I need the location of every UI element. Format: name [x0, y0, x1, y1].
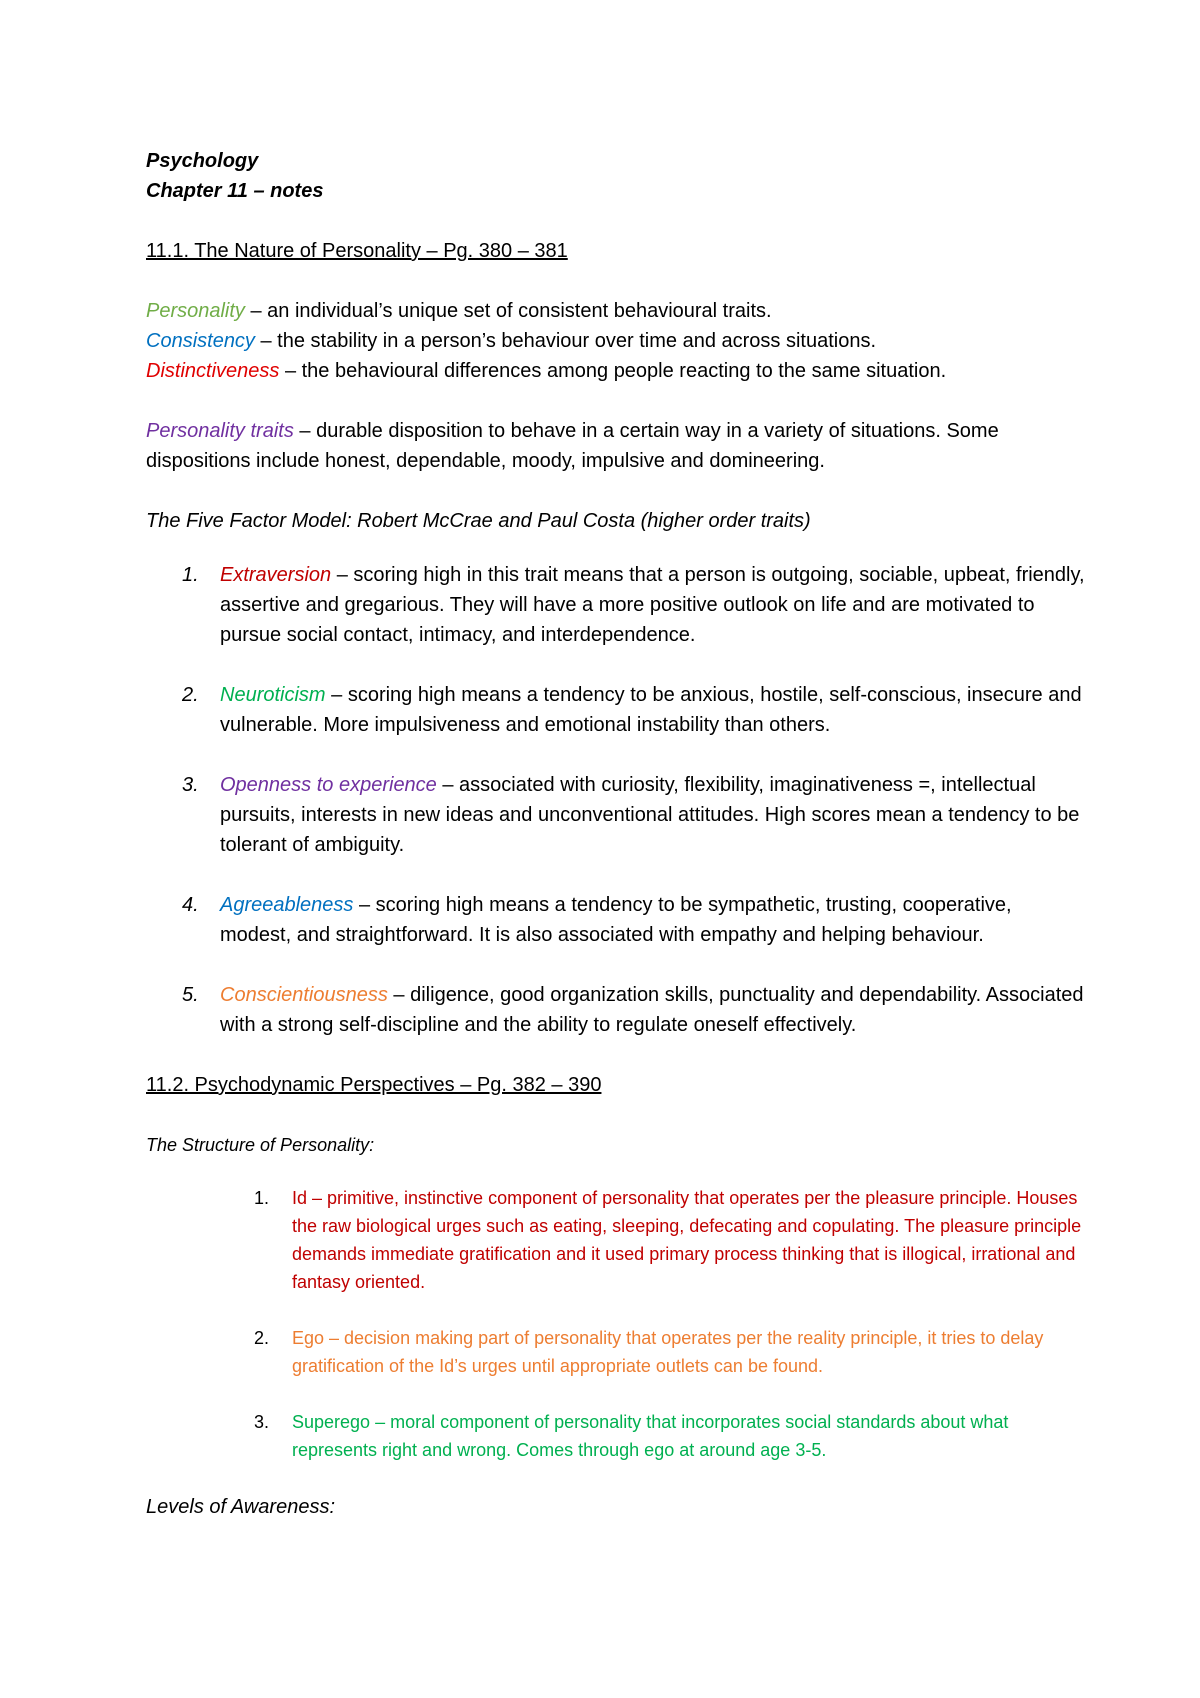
definition-personality: [146, 296, 1086, 326]
structure-list: [146, 1184, 1086, 1464]
factor-text: – scoring high in this trait means that a person is outgoing, sociable, upbeat, friendly, assertive and gregarious. They will have a more positive outlook on life and are motivated to pursue social contact, intimacy, and interdependence.: [220, 564, 1085, 646]
structure-text: Ego – decision making part of personality that operates per the reality principle, it tries to delay gratification of the Id’s urges until appropriate outlets can be found.: [292, 1328, 1044, 1376]
list-number: 1.: [182, 564, 199, 586]
structure-text: Id – primitive, instinctive component of personality that operates per the pleasure principle. Houses the raw biological urges such as eating, sleeping, defecating and copulating. The pleasure principle demands immediate gratification and it used primary process thinking that is illogical, irrational and fantasy oriented.: [292, 1188, 1082, 1292]
definition-distinctiveness: [146, 356, 1086, 386]
list-item: [146, 770, 1086, 860]
section-heading-11-1: 11.1. The Nature of Personality – Pg. 380 – 381: [146, 240, 568, 262]
factor-text: – associated with curiosity, flexibility, imaginativeness =, intellectual pursuits, interests in new ideas and unconventional attitudes. High scores mean a tendency to be tolerant of ambiguity.: [220, 774, 1080, 856]
definition-text: – an individual’s unique set of consistent behavioural traits.: [244, 300, 772, 322]
definition-personality-traits: [146, 416, 1086, 476]
list-item: [146, 980, 1086, 1040]
five-factor-model-title: The Five Factor Model: Robert McCrae and Paul Costa (higher order traits): [146, 510, 811, 532]
document-page: [146, 146, 1086, 1522]
structure-text: Superego – moral component of personality that incorporates social standards about what represents right and wrong. Comes through ego at around age 3-5.: [292, 1412, 1009, 1460]
list-item: [146, 1184, 1086, 1296]
list-item: [146, 1408, 1086, 1464]
traits-text: – durable disposition to behave in a certain way in a variety of situations. Some dispositions include honest, dependable, moody, impulsive and domineering.: [146, 420, 999, 472]
definition-consistency: [146, 326, 1086, 356]
list-number: 3.: [254, 1412, 270, 1432]
list-item: [146, 1324, 1086, 1380]
factor-term: Conscientiousness: [220, 984, 388, 1006]
traits-term: Personality traits: [146, 420, 294, 442]
document-title: Psychology: [146, 150, 259, 172]
factor-term: Extraversion: [220, 564, 332, 586]
definition-term: Personality: [146, 300, 245, 322]
factor-text: – scoring high means a tendency to be anxious, hostile, self-conscious, insecure and vulnerable. More impulsiveness and emotional instability than others.: [220, 684, 1082, 736]
section-heading-11-2: 11.2. Psychodynamic Perspectives – Pg. 382 – 390: [146, 1074, 602, 1096]
factor-term: Openness to experience: [220, 774, 437, 796]
list-number: 2.: [182, 684, 199, 706]
structure-title: The Structure of Personality:: [146, 1135, 375, 1155]
factor-term: Neuroticism: [220, 684, 326, 706]
factor-text: – diligence, good organization skills, punctuality and dependability. Associated with a strong self-discipline and the ability to regulate oneself effectively.: [220, 984, 1084, 1036]
list-number: 4.: [182, 894, 199, 916]
definition-text: – the behavioural differences among people reacting to the same situation.: [279, 360, 947, 382]
factor-term: Agreeableness: [220, 894, 354, 916]
definition-term: Distinctiveness: [146, 360, 280, 382]
list-item: [146, 680, 1086, 740]
list-number: 1.: [254, 1188, 270, 1208]
definition-term: Consistency: [146, 330, 255, 352]
awareness-title: Levels of Awareness:: [146, 1496, 335, 1518]
list-item: [146, 560, 1086, 650]
list-number: 5.: [182, 984, 199, 1006]
factor-text: – scoring high means a tendency to be sympathetic, trusting, cooperative, modest, and straightforward. It is also associated with empathy and helping behaviour.: [220, 894, 1012, 946]
definition-text: – the stability in a person’s behaviour over time and across situations.: [254, 330, 877, 352]
list-number: 2.: [254, 1328, 270, 1348]
document-subtitle: Chapter 11 – notes: [146, 180, 324, 202]
list-item: [146, 890, 1086, 950]
list-number: 3.: [182, 774, 199, 796]
five-factor-list: [146, 560, 1086, 1040]
